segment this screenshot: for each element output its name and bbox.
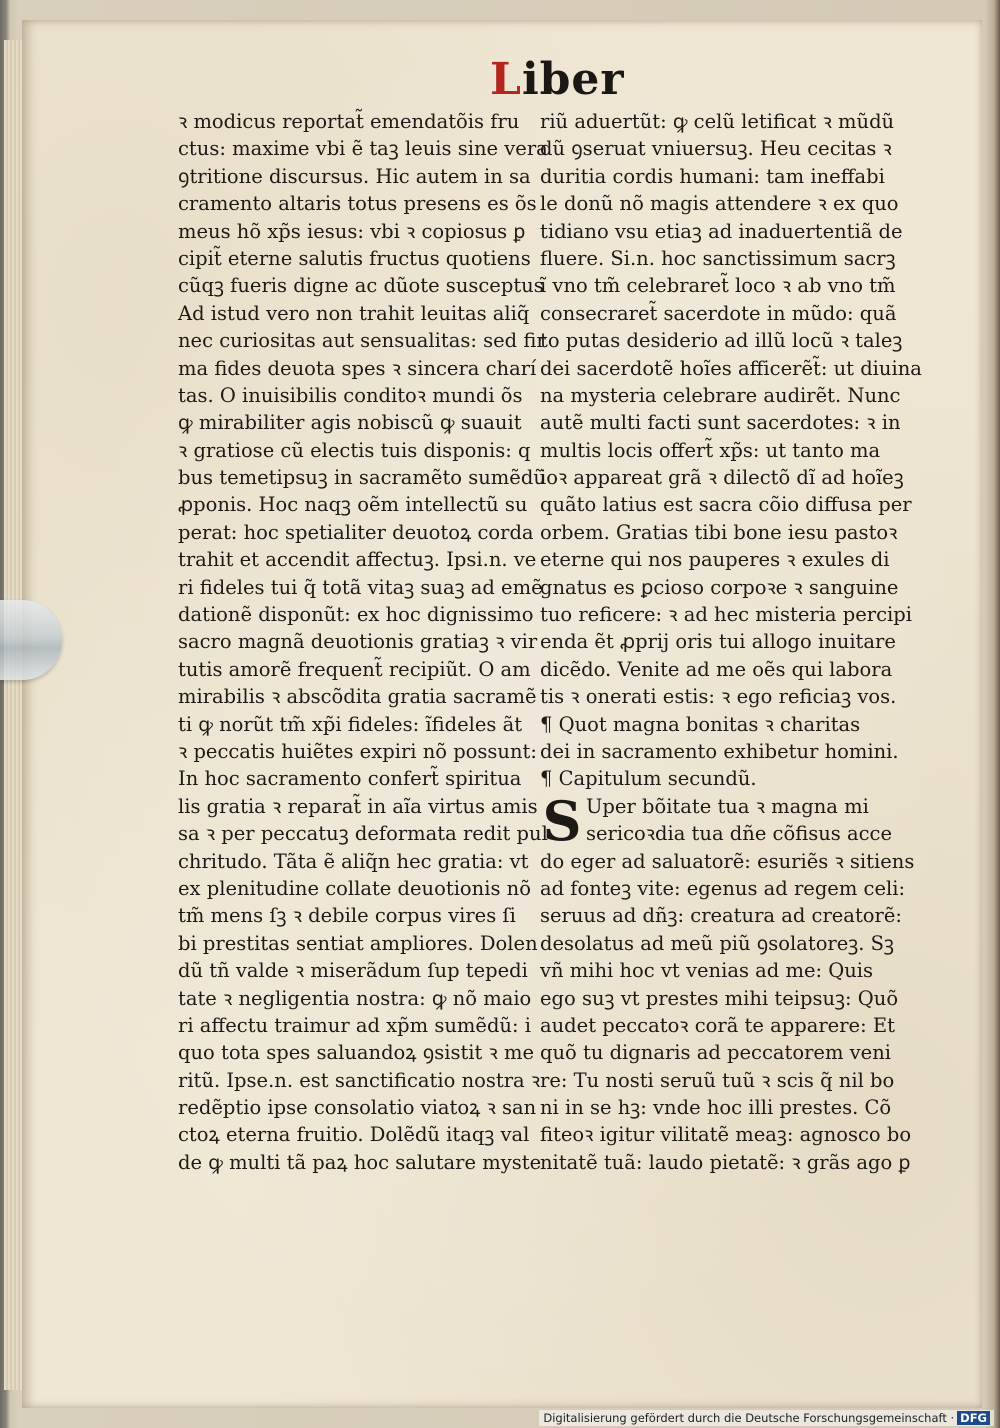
text-line: le donũ nõ magis attendere ꝛ ex quo (540, 192, 899, 216)
text-line: meus hõ xp̃s iesus: vbi ꝛ copiosus ꝑ (178, 219, 526, 243)
text-line: trahit et accendit affectuꝫ. Ipsi.n. ve (178, 548, 537, 572)
text-line: seruus ad dñꝫ: creatura ad creatorẽ: (540, 904, 902, 928)
text-line: cramento altaris totus presens es õs (178, 192, 537, 216)
text-line: tis ꝛ onerati estis: ꝛ ego reficiaꝫ vos. (540, 685, 897, 709)
text-line: ex plenitudine collate deuotionis nõ (178, 876, 531, 900)
text-line: de ꝙ multi tã paꝝ hoc salutare myste (178, 1150, 542, 1174)
text-line: dũ tñ valde ꝛ miserãdum ſup tepedi (178, 959, 528, 983)
drop-cap: S (542, 788, 582, 853)
text-line: In hoc sacramento confert̃ spiritua (178, 767, 522, 791)
text-line: tuo reficere: ꝛ ad hec misteria percipi (540, 603, 912, 627)
text-line: tutis amorẽ frequent̃ recipiũt. O am (178, 657, 531, 681)
text-line: ma fides deuota spes ꝛ sincera charí (178, 356, 537, 380)
chapter-heading: ¶ Capitulum secundũ. (540, 767, 757, 791)
text-line: gnatus es ꝑcioso corpoꝛe ꝛ sanguine (540, 575, 899, 599)
text-line: dicẽdo. Venite ad me oẽs qui labora (540, 657, 893, 681)
running-head-text: iber (521, 54, 625, 105)
text-line: bi prestitas sentiat ampliores. Dolen (178, 931, 538, 955)
text-line: ritũ. Ipse.n. est sanctificatio nostra ꝛ (178, 1068, 541, 1092)
text-line: audet peccatoꝛ corã te apparere: Et (540, 1013, 895, 1037)
text-line: perat: hoc spetialiter deuotoꝝ corda (178, 520, 534, 544)
text-line: redẽptio ipse consolatio viatoꝝ ꝛ san (178, 1096, 537, 1120)
text-line: orbem. Gratias tibi bone iesu pastoꝛ (540, 520, 898, 544)
dfg-logo: DFG (957, 1411, 990, 1425)
text-line: fluere. Si.n. hoc sanctissimum sacrꝫ (540, 246, 896, 270)
text-line: na mysteria celebrare audirẽt. Nunc (540, 383, 901, 407)
text-line: ꝛ gratiose cũ electis tuis disponis: q (178, 438, 531, 462)
text-line: ni in se hꝫ: vnde hoc illi prestes. Cõ (540, 1096, 892, 1120)
text-line: fiteoꝛ igitur vilitatẽ meaꝫ: agnosco bo (540, 1123, 912, 1147)
text-line: Ad istud vero non trahit leuitas aliq̃ (178, 301, 530, 325)
digitization-footer (539, 1410, 994, 1426)
text-line: consecraret̃ sacerdote in mũdo: quã (540, 301, 897, 325)
text-line: nitatẽ tuã: laudo pietatẽ: ꝛ grãs ago ꝑ (540, 1150, 911, 1174)
text-line: tm̃ mens ſꝫ ꝛ debile corpus vires ſi (178, 904, 516, 928)
text-line: ꝙ mirabiliter agis nobiscũ ꝙ suauit (178, 411, 522, 435)
text-line: enda ẽt ꝓprij oris tui allogo inuitare (540, 630, 896, 654)
text-line: multis locis offert̃ xp̃s: ut tanto ma (540, 438, 881, 462)
text-line: do eger ad saluatorẽ: esuriẽs ꝛ sitiens (540, 849, 915, 873)
text-line: ctoꝝ eterna fruitio. Dolẽdũ itaqꝫ val (178, 1123, 530, 1147)
text-line: bus temetipsuꝫ in sacramẽto sumẽdũ (178, 466, 546, 490)
text-line: Uper bõitate tua ꝛ magna mi (586, 794, 869, 818)
right-column (540, 108, 922, 1176)
text-line: sericoꝛdia tua dñe cõfisus acce (586, 822, 892, 846)
text-line: ĩ vno tm̃ celebraret̃ loco ꝛ ab vno tm̃ (540, 274, 896, 298)
text-line: sacro magnã deuotionis gratiaꝫ ꝛ vir (178, 630, 538, 654)
text-line: eterne qui nos pauperes ꝛ exules di (540, 548, 890, 572)
text-line: ¶ Quot magna bonitas ꝛ charitas (540, 712, 861, 736)
text-line: mirabilis ꝛ abscõdita gratia sacramẽ (178, 685, 537, 709)
text-line: quãto latius est sacra cõio diffusa per (540, 493, 912, 517)
text-line: ioꝛ appareat grã ꝛ dilectõ dĩ ad hoĩeꝫ (540, 466, 904, 490)
text-line: ego suꝫ vt prestes mihi teipsuꝫ: Quõ (540, 986, 899, 1010)
left-column (178, 108, 548, 1176)
text-line: dationẽ disponũt: ex hoc dignissimo (178, 603, 534, 627)
text-line: riũ aduertũt: ꝙ celũ letificat ꝛ mũdũ (540, 110, 895, 133)
text-line: dei sacerdotẽ hoĩes afficerẽt̃: ut diuina (540, 356, 922, 380)
text-line: ri affectu traimur ad xp̃m sumẽdũ: i (178, 1013, 531, 1037)
text-line: quõ tu dignaris ad peccatorem veni (540, 1041, 891, 1065)
text-line: desolatus ad meũ piũ ꝯsolatoreꝫ. Sꝫ (540, 931, 894, 955)
text-line: tas. O inuisibilis conditoꝛ mundi õs (178, 383, 523, 407)
text-line: tate ꝛ negligentia nostra: ꝙ nõ maio (178, 986, 532, 1010)
text-line: cipit̃ eterne salutis fructus quotiens (178, 246, 531, 270)
text-line: ꝓponis. Hoc naqꝫ oẽm intellectũ su (178, 493, 528, 517)
text-line: vñ mihi hoc vt venias ad me: Quis (540, 959, 874, 983)
text-line: cũqꝫ fueris digne ac dũote susceptus (178, 274, 544, 298)
text-line: lis gratia ꝛ reparat̃ in aĩa virtus amis (178, 794, 538, 818)
text-line: nec curiositas aut sensualitas: sed fir (178, 329, 546, 353)
text-line: ꝛ modicus reportat̃ emendatõis fru (178, 110, 520, 133)
text-line: dũ ꝯseruat vniuersuꝫ. Heu cecitas ꝛ (540, 137, 892, 161)
text-line: ꝛ peccatis huiẽtes expiri nõ possunt: (178, 739, 537, 763)
text-line: quo tota spes saluandoꝝ ꝯsistit ꝛ me (178, 1041, 535, 1065)
text-line: ꝯtritione discursus. Hic autem in sa (178, 164, 531, 188)
text-line: ti ꝙ norũt tm̃ xp̃i fideles: ĩfideles ãt (178, 712, 523, 736)
text-line: to putas desiderio ad illũ locũ ꝛ taleꝫ (540, 329, 903, 353)
text-line: duritia cordis humani: tam ineffabi (540, 164, 885, 188)
text-line: sa ꝛ per peccatuꝫ deformata redit pul (178, 822, 548, 846)
page-edges (4, 40, 23, 1390)
text-line: tidiano vsu etiaꝫ ad inaduertentiã de (540, 219, 903, 243)
footer-text: Digitalisierung gefördert durch die Deutsche Forschungsgemeinschaft · (543, 1411, 955, 1425)
text-line: re: Tu nosti seruũ tuũ ꝛ scis q̃ nil bo (540, 1068, 895, 1092)
text-line: chritudo. Tãta ẽ aliq̃n hec gratia: vt (178, 849, 529, 873)
text-line: ad fonteꝫ vite: egenus ad regem celi: (540, 876, 906, 900)
text-line: ctus: maxime vbi ẽ taꝫ leuis sine vera (178, 137, 548, 161)
text-line: autẽ multi facti sunt sacerdotes: ꝛ in (540, 411, 901, 435)
text-line: dei in sacramento exhibetur homini. (540, 739, 899, 763)
text-line: ri fideles tui q̃ totã vitaꝫ suaꝫ ad emẽ (178, 575, 543, 599)
running-head (490, 54, 650, 105)
running-head-initial: L (490, 54, 522, 105)
